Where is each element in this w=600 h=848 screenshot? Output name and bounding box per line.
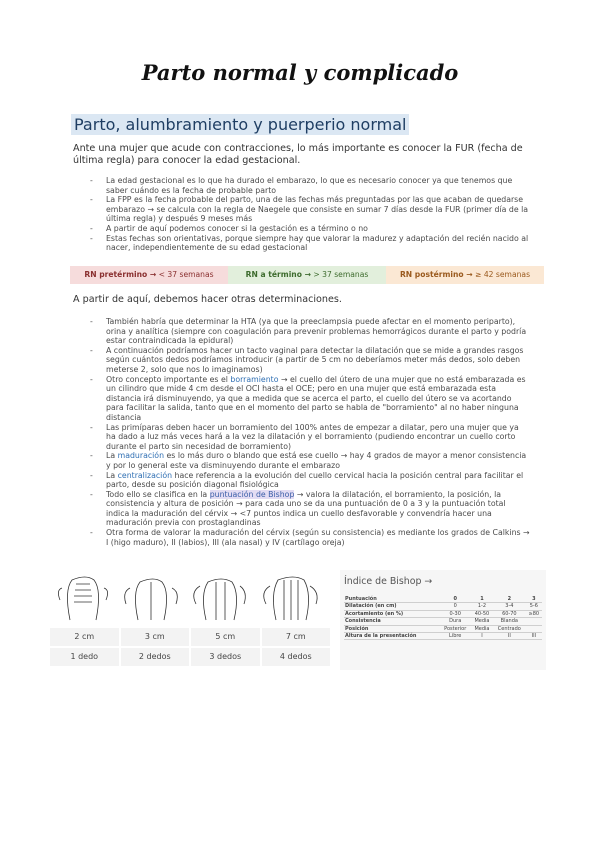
bishop-title: Índice de Bishop → (344, 576, 433, 587)
list-item: - A partir de aquí podemos conocer si la gestación es a término o no (90, 224, 530, 234)
text: Todo ello se clasifica en la (106, 489, 210, 499)
rn-postterm-label: RN postérmino → (399, 270, 473, 279)
rn-term-cell (228, 266, 386, 284)
table-cell: 5-6 (526, 603, 542, 610)
finger-illustration-2 (125, 579, 178, 620)
table-cell: ≥80 (526, 610, 542, 617)
list-item (90, 451, 530, 470)
term-bishop: puntuación de Bishop (209, 489, 295, 499)
dilation-size: 5 cm (191, 628, 260, 646)
table-header-row (344, 596, 542, 603)
table-cell: Posición (344, 625, 440, 632)
table-header-cell: 3 (526, 596, 542, 603)
rn-term-label: RN a término → (245, 270, 311, 279)
dilation-size: 7 cm (262, 628, 331, 646)
term-centralizacion: centralización (117, 470, 173, 480)
text: hace referencia a la evolución del cuello cervical hacia la posición central para facilitar el parto, desde su posición diagonal fisiológica (106, 470, 524, 490)
term-borramiento: borramiento (230, 374, 279, 384)
list-item (90, 375, 530, 423)
list-item: - También habría que determinar la HTA (ya que la preeclampsia puede afectar en el momento periparto), orina y analítica (siempre con coagulación para prevenir problemas hemorrágicos durante el parto y podría estar contraindicada la epidural) (90, 317, 530, 346)
page-title: Parto normal y complicado (141, 60, 459, 85)
table-header-cell: Puntuación (344, 596, 440, 603)
text: es lo más duro o blando que está ese cuello → hay 4 grados de mayor a menor consistencia y por lo general este va disminuyendo durante el embarazo (106, 451, 527, 470)
list-item: - Otra forma de valorar la maduración del cérvix (según su consistencia) es mediante los grados de Calkins → I (higo maduro), II (labios), III (ala nasal) y IV (cartílago oreja) (90, 528, 530, 547)
table-cell: 40-50 (471, 610, 493, 617)
finger-illustration-4 (264, 577, 317, 620)
bishop-table (344, 596, 542, 640)
table-cell: 3-4 (493, 603, 526, 610)
rn-preterm-value: < 37 semanas (156, 270, 214, 279)
rn-postterm-value: ≥ 42 semanas (472, 270, 531, 279)
dilation-fingers: 4 dedos (262, 648, 331, 666)
table-header-cell: 1 (471, 596, 493, 603)
table-cell: 60-70 (493, 610, 526, 617)
list-item: - La FPP es la fecha probable del parto, una de las fechas más preguntadas por las que acaban de quedarse embarazo → se calcula con la regla de Naegele que consiste en sumar 7 días desde la FUR (primer día de la última regla) y después 9 meses más (90, 195, 530, 224)
table-row (344, 625, 542, 632)
paragraph-determinations: A partir de aquí, debemos hacer otras determinaciones. (73, 294, 342, 305)
list-item: - Estas fechas son orientativas, porque siempre hay que valorar la madurez y adaptación del recién nacido al nacer, independientemente de su edad gestacional (90, 234, 530, 253)
section-heading: Parto, alumbramiento y puerperio normal (71, 114, 409, 135)
rn-classification-row (70, 266, 544, 284)
table-cell: III (526, 633, 542, 640)
table-cell (526, 618, 542, 625)
table-header-cell: 2 (493, 596, 526, 603)
table-cell: II (493, 633, 526, 640)
dilation-sizes-row (50, 628, 330, 646)
table-cell: Centrado (493, 625, 526, 632)
table-cell: 0-30 (440, 610, 471, 617)
dilation-size: 3 cm (121, 628, 190, 646)
table-header-cell: 0 (440, 596, 471, 603)
text: → el cuello del útero de una mujer que no está embarazada es un cilindro que mide 4 cm desde el OCI hasta el OCE; pero en una mujer que está embarazada esta distancia irá disminuyendo, ya que a medida que se acerca el parto, el cuello del útero se va acortando para facilitar la salida, tanto que en el momento del parto se habla de "borramiento" al no haber ninguna distancia (106, 374, 526, 422)
list-item: - A continuación podríamos hacer un tacto vaginal para detectar la dilatación que se mide a grandes rasgos según cuántos dedos podríamos introducir (a partir de 5 cm no deberíamos meter más dedos, solo deben meterse 2, solo que nos lo imaginamos) (90, 346, 530, 375)
table-cell: I (471, 633, 493, 640)
table-cell: Media (471, 625, 493, 632)
text: La (106, 451, 118, 461)
list-item (90, 490, 530, 528)
dilation-fingers: 3 dedos (191, 648, 260, 666)
bullet-list-determinations (90, 317, 530, 547)
intro-paragraph: Ante una mujer que acude con contracciones, lo más importante es conocer la FUR (fecha de última regla) para conocer la edad gestacional. (73, 143, 523, 167)
dilation-fingers-illustration (50, 570, 330, 626)
dilation-fingers: 1 dedo (50, 648, 119, 666)
rn-term-value: > 37 semanas (310, 270, 369, 279)
text: La (106, 470, 118, 480)
table-cell (526, 625, 542, 632)
finger-illustration-3 (194, 579, 246, 620)
finger-illustration-1 (58, 577, 107, 620)
bishop-index-panel (340, 570, 546, 670)
text: → valora la dilatación, el borramiento, la posición, la consistencia y altura de posición → para cada uno se da una puntuación de 0 a 3 y la puntuación total indica la maduración del cérvix → <7 puntos indica un cuello desfavorable y convendría hacer una maduración previa con prostaglandinas (106, 489, 506, 528)
rn-preterm-cell (70, 266, 228, 284)
table-cell: Media (471, 618, 493, 625)
text: Otro concepto importante es el (106, 374, 231, 384)
dilation-figure (50, 570, 330, 661)
bullet-list-gestational (90, 176, 530, 253)
table-cell: Posterior (440, 625, 471, 632)
table-cell: Dura (440, 618, 471, 625)
list-item: - La edad gestacional es lo que ha durado el embarazo, lo que es necesario conocer ya que tenemos que saber cuándo es la fecha de probable parto (90, 176, 530, 195)
table-cell: Acortamiento (en %) (344, 610, 440, 617)
rn-postterm-cell (386, 266, 544, 284)
rn-preterm-label: RN pretérmino → (84, 270, 157, 279)
table-cell: Dilatación (en cm) (344, 603, 440, 610)
list-item: - Las primíparas deben hacer un borramiento del 100% antes de empezar a dilatar, pero una mujer que ya ha dado a luz más veces hará a la vez la dilatación y el borramiento (pudiendo encontrar un cuello corto durante el parto sin necesidad de borramiento) (90, 423, 530, 452)
table-cell: Blanda (493, 618, 526, 625)
table-row (344, 618, 542, 625)
list-item (90, 471, 530, 490)
dilation-size: 2 cm (50, 628, 119, 646)
table-row (344, 603, 542, 610)
term-maduracion: maduración (117, 451, 165, 461)
dilation-fingers: 2 dedos (121, 648, 190, 666)
table-cell: 0 (440, 603, 471, 610)
dilation-fingers-row (50, 648, 330, 666)
table-cell: Consistencia (344, 618, 440, 625)
table-cell: Libre (440, 633, 471, 640)
table-cell: 1-2 (471, 603, 493, 610)
table-row (344, 633, 542, 640)
table-row (344, 610, 542, 617)
table-cell: Altura de la presentación (344, 633, 440, 640)
